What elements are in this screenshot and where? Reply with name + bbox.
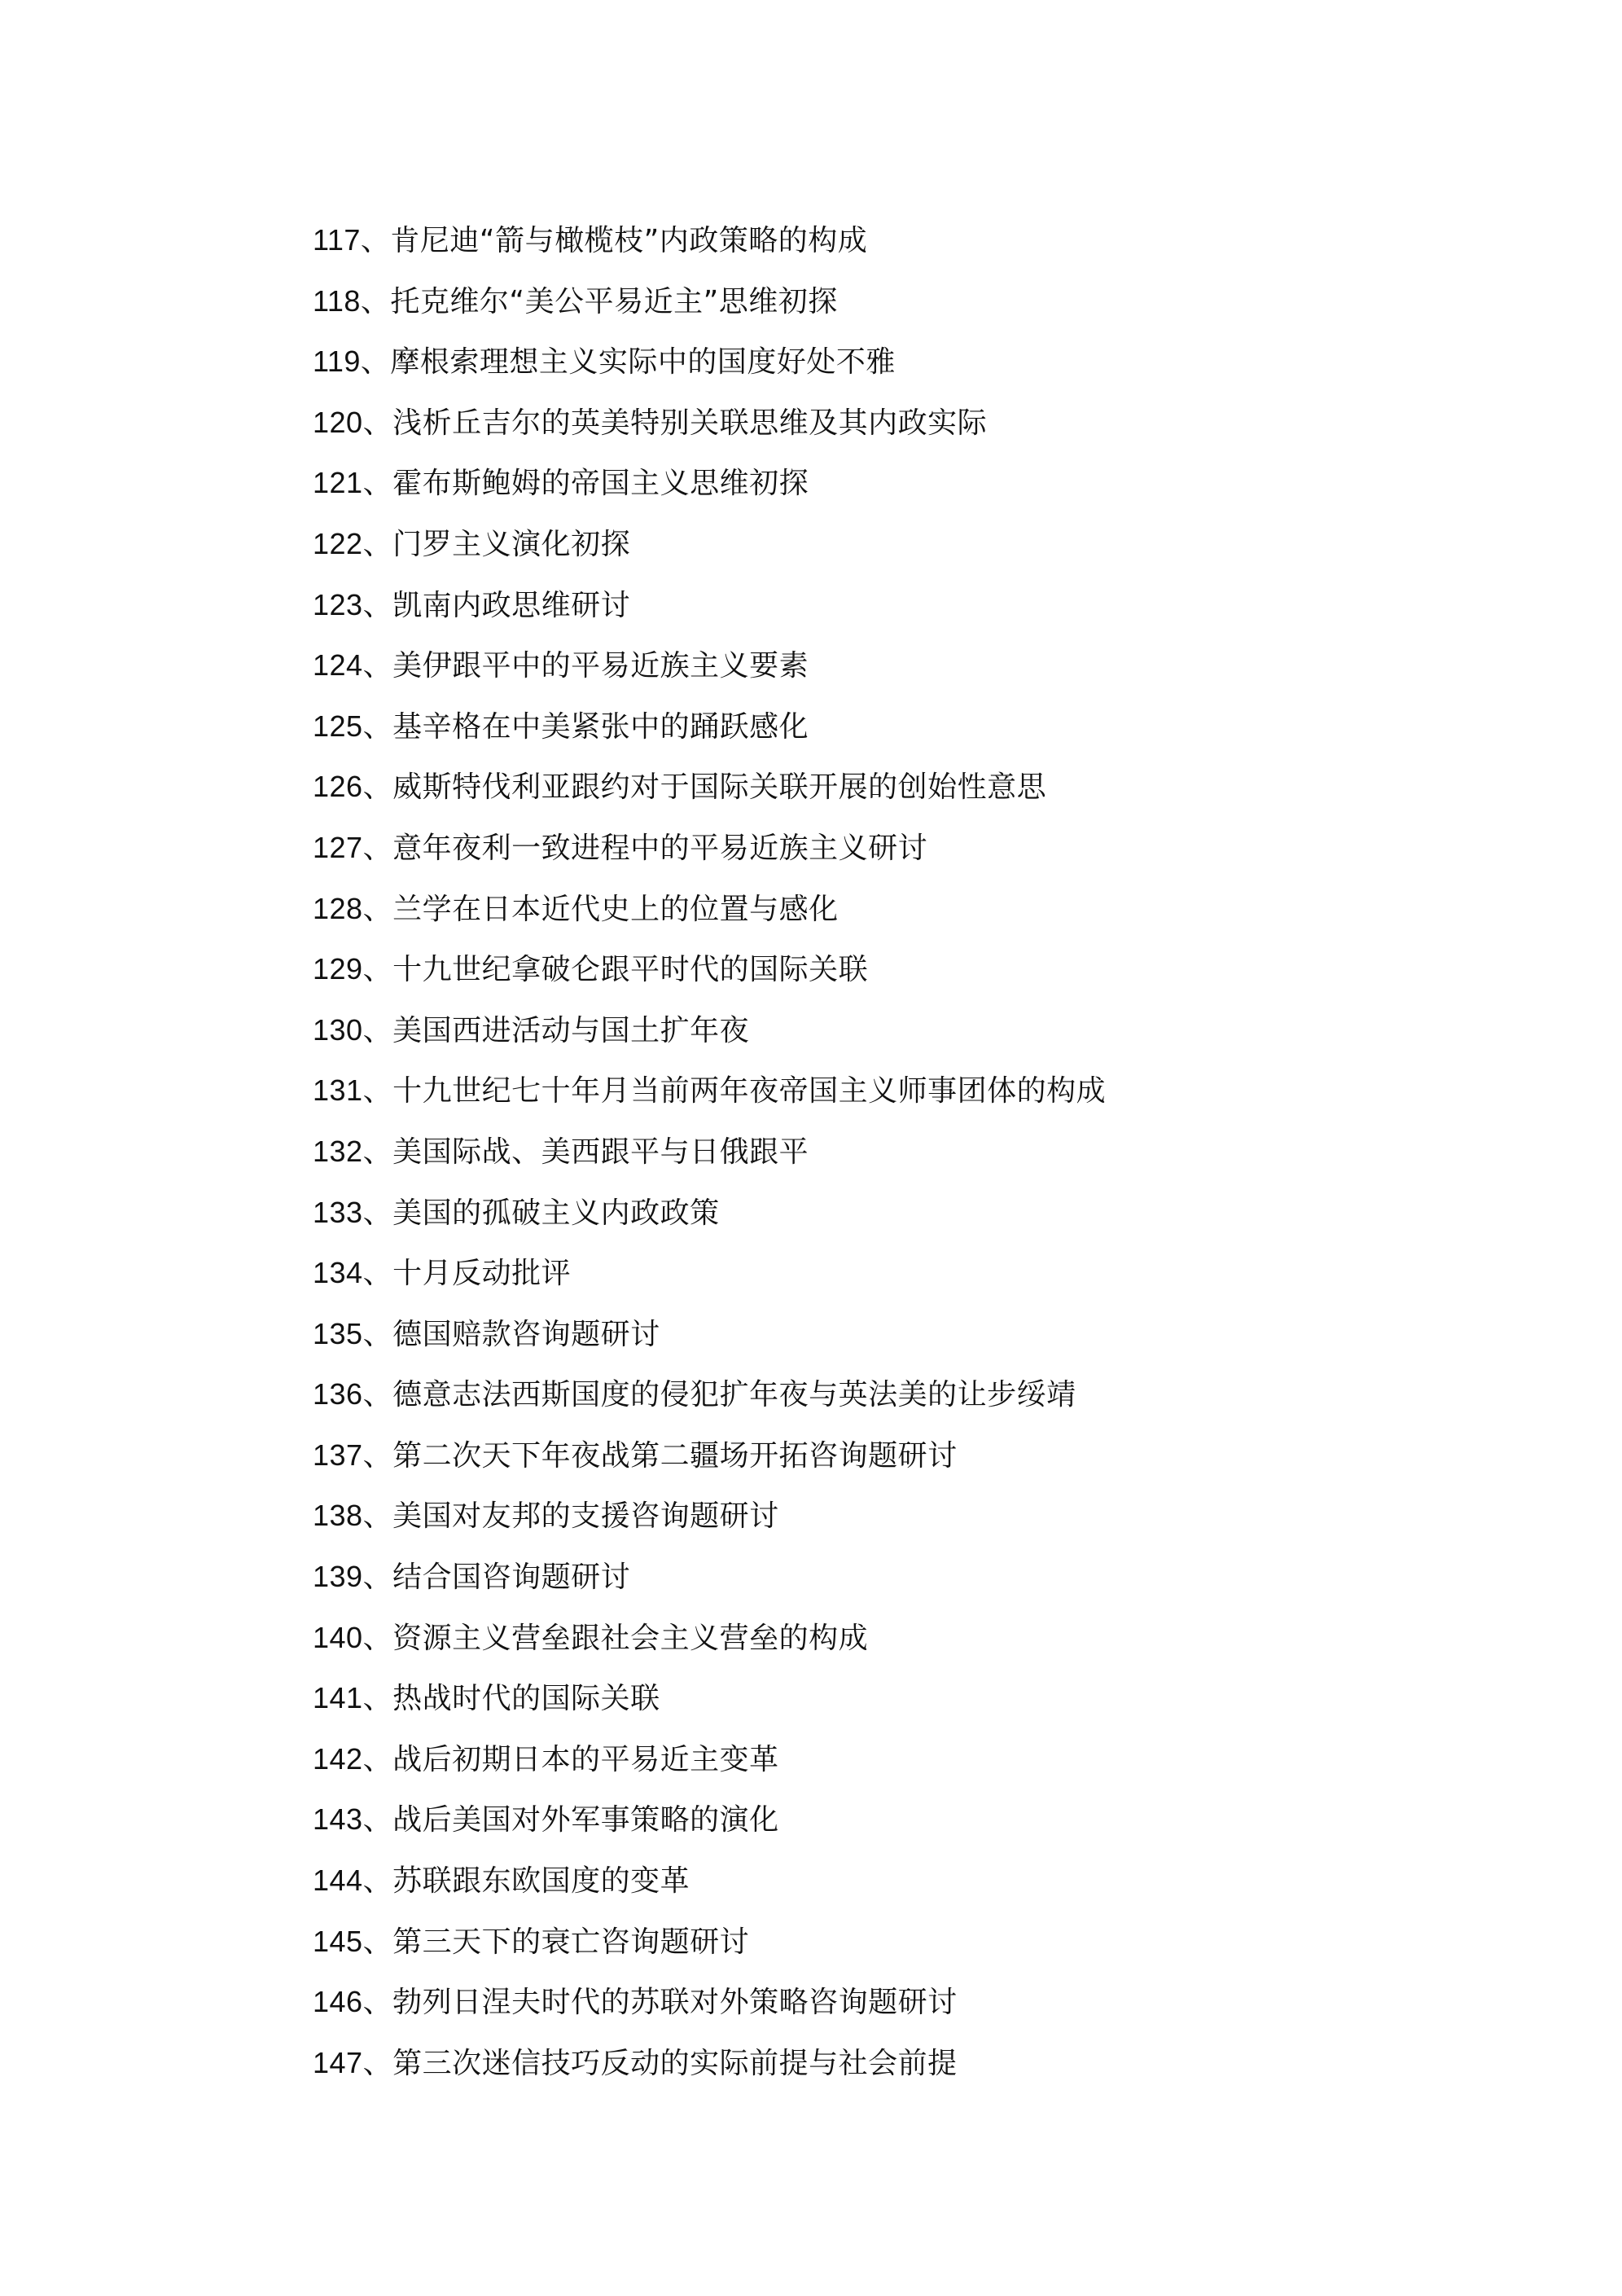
list-item xyxy=(313,1060,1534,1122)
topic-title: 十九世纪七十年月当前两年夜帝国主义师事团体的构成 xyxy=(392,1074,1107,1108)
topic-separator: 、 xyxy=(362,1013,393,1047)
topic-title: 浅析丘吉尔的英美特别关联思维及其内政实际 xyxy=(392,406,988,440)
topic-number: 123 xyxy=(313,587,363,621)
list-item xyxy=(313,1850,1534,1912)
topic-title: 门罗主义演化初探 xyxy=(392,527,631,561)
topic-title: 霍布斯鲍姆的帝国主义思维初探 xyxy=(392,467,809,501)
topic-separator: 、 xyxy=(362,527,393,561)
list-item xyxy=(313,635,1534,696)
topic-separator: 、 xyxy=(362,831,393,865)
list-item xyxy=(313,1547,1534,1608)
topic-separator: 、 xyxy=(362,1986,393,2020)
topic-number: 143 xyxy=(313,1802,363,1837)
topic-number: 144 xyxy=(313,1864,363,1898)
topic-title: 德国赔款咨询题研讨 xyxy=(392,1317,660,1351)
topic-separator: 、 xyxy=(362,1803,393,1837)
list-item xyxy=(313,818,1534,879)
topic-number: 127 xyxy=(313,830,363,864)
topic-separator: 、 xyxy=(362,953,393,987)
list-item xyxy=(313,1364,1534,1425)
list-item xyxy=(313,1486,1534,1547)
list-item xyxy=(313,1729,1534,1790)
topic-title: 战后美国对外军事策略的演化 xyxy=(392,1803,779,1837)
topic-number: 133 xyxy=(313,1195,363,1229)
topic-separator: 、 xyxy=(362,1682,393,1716)
topic-separator: 、 xyxy=(360,284,391,318)
topic-number: 138 xyxy=(313,1499,363,1533)
topic-number: 139 xyxy=(313,1560,363,1594)
topic-separator: 、 xyxy=(362,1378,393,1412)
list-item xyxy=(313,2033,1534,2094)
topic-separator: 、 xyxy=(362,2046,393,2080)
topic-title: 托克维尔“美公平易近主”思维初探 xyxy=(390,284,838,318)
list-item xyxy=(313,1183,1534,1244)
topic-number: 117 xyxy=(313,223,361,257)
topic-separator: 、 xyxy=(362,770,393,805)
topic-list xyxy=(313,210,1534,2093)
list-item xyxy=(313,1789,1534,1850)
list-item xyxy=(313,1304,1534,1365)
topic-number: 121 xyxy=(313,466,363,500)
topic-separator: 、 xyxy=(362,1438,393,1473)
topic-separator: 、 xyxy=(362,406,393,440)
topic-number: 140 xyxy=(313,1620,363,1654)
topic-number: 142 xyxy=(313,1741,363,1776)
topic-title: 美伊跟平中的平易近族主义要素 xyxy=(392,649,809,683)
topic-title: 基辛格在中美紧张中的踊跃感化 xyxy=(392,709,809,744)
list-item xyxy=(313,331,1534,393)
topic-number: 145 xyxy=(313,1924,363,1958)
topic-title: 兰学在日本近代史上的位置与感化 xyxy=(392,892,839,926)
list-item xyxy=(313,210,1534,271)
topic-number: 125 xyxy=(313,709,363,743)
list-item xyxy=(313,757,1534,818)
topic-number: 126 xyxy=(313,770,363,804)
topic-title: 意年夜利一致进程中的平易近族主义研讨 xyxy=(392,831,928,865)
topic-separator: 、 xyxy=(362,709,393,744)
topic-separator: 、 xyxy=(362,1925,393,1959)
list-item xyxy=(313,1912,1534,1973)
topic-number: 132 xyxy=(313,1134,363,1168)
topic-separator: 、 xyxy=(362,588,393,622)
topic-title: 苏联跟东欧国度的变革 xyxy=(392,1864,690,1899)
list-item xyxy=(313,271,1534,332)
topic-title: 第三天下的衰亡咨询题研讨 xyxy=(392,1925,750,1959)
list-item xyxy=(313,1425,1534,1486)
topic-number: 118 xyxy=(313,283,361,318)
topic-title: 摩根索理想主义实际中的国度好处不雅 xyxy=(390,345,896,380)
topic-title: 第二次天下年夜战第二疆场开拓咨询题研讨 xyxy=(392,1438,958,1473)
list-item xyxy=(313,453,1534,514)
topic-separator: 、 xyxy=(362,467,393,501)
topic-separator: 、 xyxy=(362,1621,393,1655)
topic-separator: 、 xyxy=(362,1561,393,1595)
topic-title: 美国西进活动与国土扩年夜 xyxy=(392,1013,750,1047)
topic-number: 129 xyxy=(313,952,363,986)
list-item xyxy=(313,1122,1534,1183)
topic-separator: 、 xyxy=(362,1317,393,1351)
topic-number: 136 xyxy=(313,1377,363,1411)
topic-title: 战后初期日本的平易近主变革 xyxy=(392,1742,779,1776)
topic-number: 131 xyxy=(313,1073,363,1108)
list-item xyxy=(313,1972,1534,2033)
topic-number: 119 xyxy=(313,345,361,379)
topic-separator: 、 xyxy=(362,1257,393,1291)
topic-separator: 、 xyxy=(362,649,393,683)
topic-number: 124 xyxy=(313,648,363,683)
topic-number: 137 xyxy=(313,1438,363,1472)
topic-separator: 、 xyxy=(362,1135,393,1169)
topic-number: 130 xyxy=(313,1012,363,1047)
topic-title: 勃列日涅夫时代的苏联对外策略咨询题研讨 xyxy=(392,1986,958,2020)
topic-separator: 、 xyxy=(362,1499,393,1534)
topic-separator: 、 xyxy=(360,224,391,257)
topic-separator: 、 xyxy=(362,1074,393,1108)
topic-title: 热战时代的国际关联 xyxy=(392,1682,660,1716)
topic-separator: 、 xyxy=(362,1742,393,1776)
topic-title: 凯南内政思维研讨 xyxy=(392,588,631,622)
list-item xyxy=(313,514,1534,575)
topic-title: 肯尼迪“箭与橄榄枝”内政策略的构成 xyxy=(390,224,868,257)
topic-number: 128 xyxy=(313,891,363,925)
list-item xyxy=(313,879,1534,940)
list-item xyxy=(313,1243,1534,1304)
topic-number: 122 xyxy=(313,526,363,560)
list-item xyxy=(313,1668,1534,1729)
topic-title: 威斯特伐利亚跟约对于国际关联开展的创始性意思 xyxy=(392,770,1047,805)
topic-separator: 、 xyxy=(362,892,393,926)
topic-number: 120 xyxy=(313,405,363,439)
topic-separator: 、 xyxy=(362,1196,393,1230)
list-item xyxy=(313,1000,1534,1061)
topic-title: 结合国咨询题研讨 xyxy=(392,1561,631,1595)
topic-title: 美国际战、美西跟平与日俄跟平 xyxy=(392,1135,809,1169)
topic-title: 十月反动批评 xyxy=(392,1257,572,1291)
topic-title: 资源主义营垒跟社会主义营垒的构成 xyxy=(392,1621,869,1655)
topic-title: 美国对友邦的支援咨询题研讨 xyxy=(392,1499,779,1534)
list-item xyxy=(313,575,1534,636)
topic-title: 第三次迷信技巧反动的实际前提与社会前提 xyxy=(392,2046,958,2080)
topic-number: 134 xyxy=(313,1256,363,1290)
list-item xyxy=(313,696,1534,757)
topic-number: 141 xyxy=(313,1681,363,1715)
topic-number: 147 xyxy=(313,2045,363,2079)
topic-title: 德意志法西斯国度的侵犯扩年夜与英法美的让步绥靖 xyxy=(392,1378,1076,1412)
topic-number: 135 xyxy=(313,1316,363,1350)
topic-separator: 、 xyxy=(362,1864,393,1899)
topic-separator: 、 xyxy=(360,345,391,380)
topic-title: 美国的孤破主义内政政策 xyxy=(392,1196,720,1230)
list-item xyxy=(313,939,1534,1000)
list-item xyxy=(313,1608,1534,1669)
topic-title: 十九世纪拿破仑跟平时代的国际关联 xyxy=(392,953,869,987)
topic-number: 146 xyxy=(313,1985,363,2019)
list-item xyxy=(313,393,1534,454)
